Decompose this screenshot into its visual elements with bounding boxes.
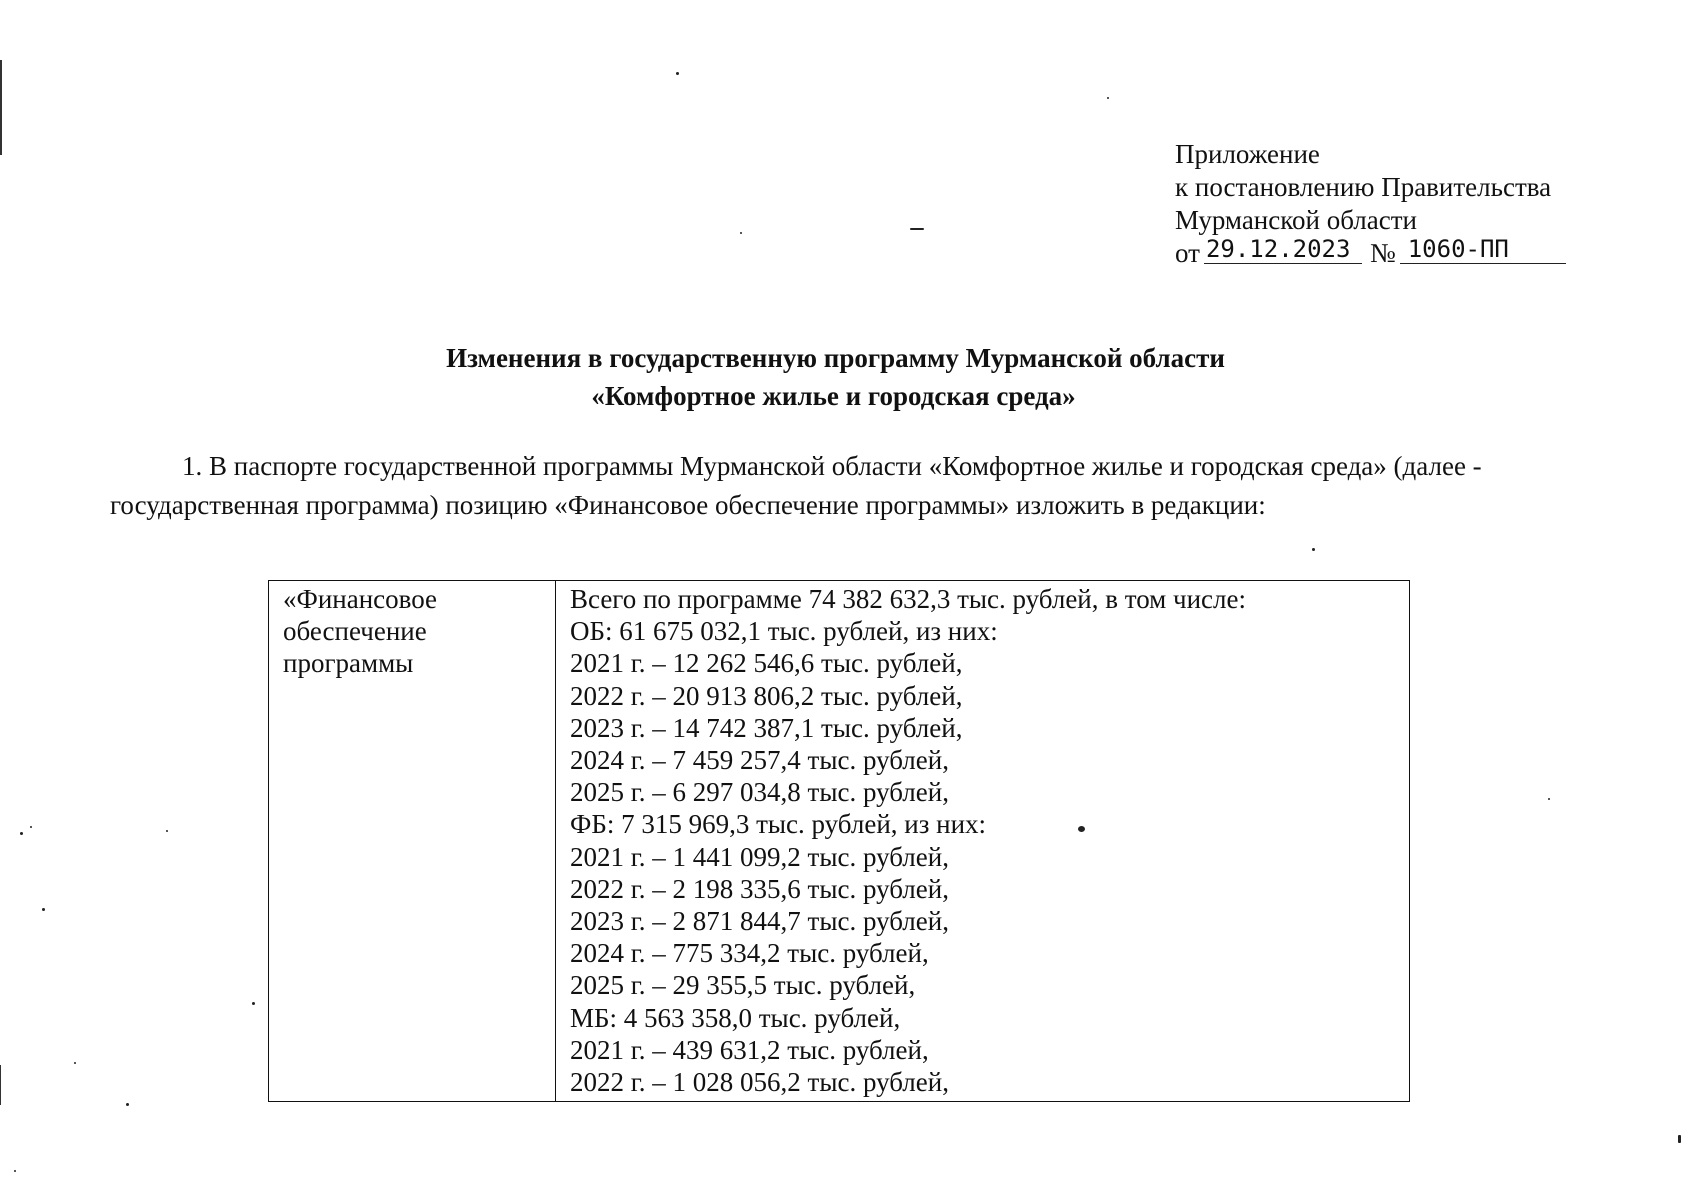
approval-line-3: Мурманской области <box>1175 205 1417 235</box>
value-line: 2023 г. – 2 871 844,7 тыс. рублей, <box>570 906 949 937</box>
approval-number: 1060-ПП <box>1400 235 1566 264</box>
table-value-cell <box>556 581 1410 1102</box>
scan-speck <box>166 830 168 832</box>
scan-speck <box>676 72 679 75</box>
scan-edge-mark <box>0 60 2 155</box>
value-line: 2024 г. – 775 334,2 тыс. рублей, <box>570 938 929 969</box>
date-prefix: от <box>1175 238 1200 268</box>
scan-speck <box>42 908 45 911</box>
approval-line-2: к постановлению Правительства <box>1175 172 1552 202</box>
scan-speck <box>20 832 23 835</box>
approval-line-1: Приложение <box>1175 139 1320 169</box>
number-sign: № <box>1369 238 1396 268</box>
value-line: 2025 г. – 6 297 034,8 тыс. рублей, <box>570 777 949 808</box>
scan-speck <box>1678 1135 1681 1143</box>
scan-speck <box>1312 548 1315 551</box>
label-line: программы <box>283 648 414 679</box>
value-line: 2021 г. – 1 441 099,2 тыс. рублей, <box>570 841 949 872</box>
paragraph-line-2: государственная программа) позицию «Финансовое обеспечение программы» изложить в редакции: <box>110 490 1266 520</box>
scan-speck <box>74 1062 76 1064</box>
value-line: ОБ: 61 675 032,1 тыс. рублей, из них: <box>570 616 998 647</box>
title-line-2: «Комфортное жилье и городская среда» <box>591 381 1076 411</box>
scan-speck <box>30 826 32 828</box>
approval-date-row <box>1175 237 1566 270</box>
value-line: 2021 г. – 439 631,2 тыс. рублей, <box>570 1034 929 1065</box>
value-line: 2024 г. – 7 459 257,4 тыс. рублей, <box>570 745 949 776</box>
scan-speck <box>252 1002 255 1005</box>
value-line: 2021 г. – 12 262 546,6 тыс. рублей, <box>570 648 963 679</box>
scan-speck <box>14 1170 16 1172</box>
value-line: 2025 г. – 29 355,5 тыс. рублей, <box>570 970 916 1001</box>
scan-speck <box>1107 97 1109 99</box>
approval-date: 29.12.2023 <box>1204 235 1362 264</box>
label-line: обеспечение <box>283 616 427 647</box>
paragraph-line-1: 1. В паспорте государственной программы Мурманской области «Комфортное жилье и городская среда» (далее - <box>182 451 1482 481</box>
scan-speck <box>126 1103 129 1106</box>
value-line: Всего по программе 74 382 632,3 тыс. рублей, в том числе: <box>570 584 1246 614</box>
table-label-cell <box>269 581 556 1102</box>
label-line: «Финансовое <box>283 584 438 614</box>
value-line: МБ: 4 563 358,0 тыс. рублей, <box>570 1002 901 1033</box>
table-row <box>269 581 1410 1102</box>
scan-speck <box>910 228 924 230</box>
title-line-1: Изменения в государственную программу Мурманской области <box>446 343 1225 373</box>
scan-speck <box>740 232 742 234</box>
scan-speck <box>1548 798 1550 800</box>
value-line: 2022 г. – 2 198 335,6 тыс. рублей, <box>570 873 949 904</box>
approval-block <box>1175 138 1566 270</box>
scan-edge-mark <box>0 1065 1 1105</box>
scan-speck <box>1078 826 1085 832</box>
document-title <box>0 339 1691 415</box>
value-line: 2022 г. – 20 913 806,2 тыс. рублей, <box>570 680 963 711</box>
paragraph-1 <box>110 447 1585 525</box>
financing-table <box>268 580 1410 1102</box>
value-line: 2023 г. – 14 742 387,1 тыс. рублей, <box>570 712 963 743</box>
value-line: ФБ: 7 315 969,3 тыс. рублей, из них: <box>570 809 987 840</box>
value-line: 2022 г. – 1 028 056,2 тыс. рублей, <box>570 1067 949 1098</box>
